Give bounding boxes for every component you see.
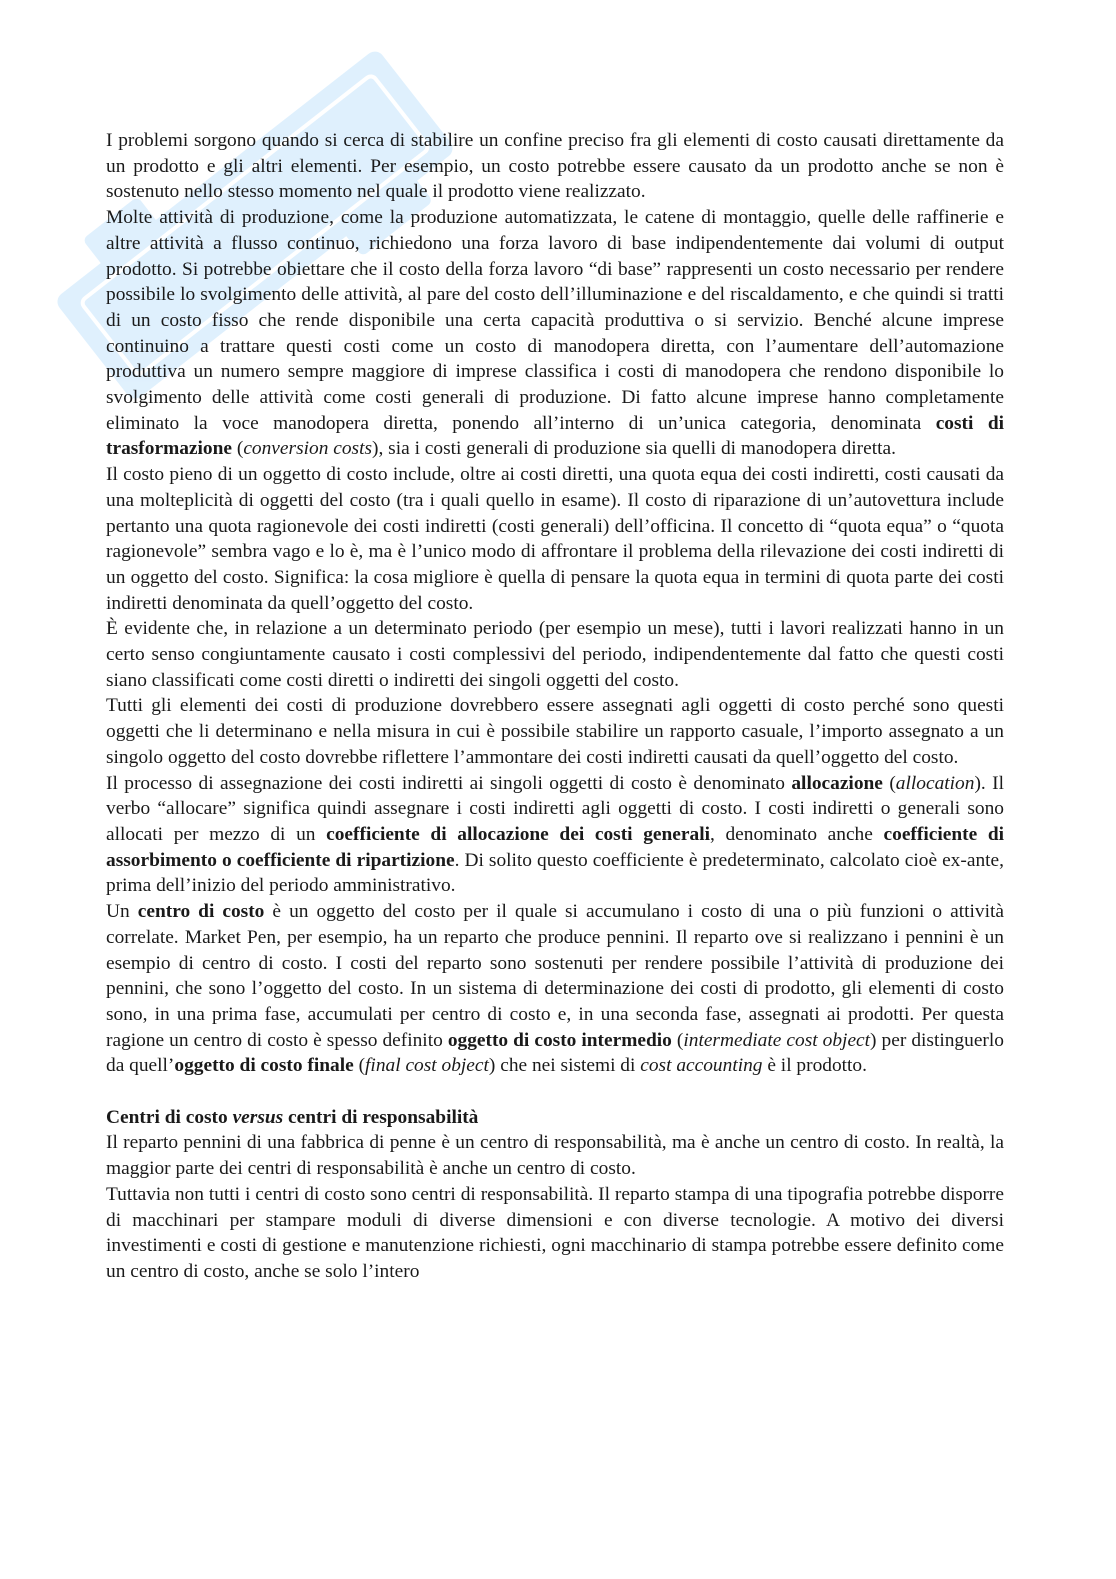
text-run: Il processo di assegnazione dei costi indiretti ai singoli oggetti di costo è denominato [106, 772, 792, 794]
italic-term: final cost object [365, 1055, 489, 1077]
text-run: ( [882, 772, 896, 794]
text-run: ( [353, 1055, 366, 1077]
text-run: è un oggetto del costo per il quale si accumulano i costo di una o più funzioni o attività correlate. Market Pen, per esempio, ha un reparto che produce pennini. Il reparto ove si realizzano i pennini è un esempio di centro di costo. I costi del reparto sono sostenuti per rendere possibile l’attività di produzione dei pennini, che sono l’oggetto del costo. In un sistema di determinazione dei costi di prodotto, gli elementi di costo sono, in una prima fase, accumulati per centro di costo e, in una seconda fase, assegnati ai prodotti. Per questa ragione un centro di costo è spesso definito [106, 901, 1004, 1051]
text-run: Centri di costo [106, 1106, 233, 1128]
text-run: Il reparto pennini di una fabbrica di penne è un centro di responsabilità, ma è anche un centro di costo. In realtà, la maggior parte dei centri di responsabilità è anche un centro di costo. [106, 1132, 1004, 1180]
text-run: Il costo pieno di un oggetto di costo include, oltre ai costi diretti, una quota equa dei costi indiretti, costi causati da una molteplicità di oggetti del costo (tra i quali quello in esame). Il costo di riparazione di un’autovettura include pertanto una quota ragionevole dei costi indiretti (costi generali) dell’officina. Il concetto di “quota equa” o “quota ragionevole” sembra vago e lo è, ma è l’unico modo di affrontare il problema della rilevazione dei costi indiretti di un oggetto del costo. Significa: la cosa migliore è quella di pensare la quota equa in termini di quota parte dei costi indiretti denominata da quell’oggetto del costo. [106, 464, 1004, 614]
bold-term: coefficiente di allocazione dei costi generali [326, 823, 710, 845]
text-run: , denominato anche [709, 823, 884, 845]
text-run: centri di responsabilità [283, 1106, 479, 1128]
bold-term: costi di trasformazione [106, 412, 1005, 460]
paragraph [106, 616, 1004, 693]
text-run: Tutti gli elementi dei costi di produzione dovrebbero essere assegnati agli oggetti di costo perché sono questi oggetti che li determinano e nella misura in cui è possibile stabilire un rapporto casuale, l’importo assegnato a un singolo oggetto del costo dovrebbe riflettere l’ammontare dei costi indiretti causati da quell’oggetto del costo. [106, 695, 1004, 768]
italic-term: versus [232, 1106, 284, 1128]
text-run: ) che nei sistemi di [488, 1055, 641, 1077]
text-run: ). Il verbo “allocare” significa quindi assegnare i costi indiretti agli oggetti di costo. I costi indiretti o generali sono allocati per mezzo di un [106, 772, 1004, 845]
bold-term: centro di costo [137, 901, 265, 923]
bold-term: oggetto di costo intermedio [447, 1029, 672, 1051]
text-run: Molte attività di produzione, come la produzione automatizzata, le catene di montaggio, quelle delle raffinerie e altre attività a flusso continuo, richiedono una forza lavoro di base indipendentemente dai volumi di output prodotto. Si potrebbe obiettare che il costo della forza lavoro “di base” rappresenti un costo necessario per rendere possibile lo svolgimento delle attività, al pare del costo dell’illuminazione e del riscaldamento, e che quindi si tratti di un costo fisso che rende disponibile una certa capacità produttiva o si servizio. Benché alcune imprese continuino a trattare questi costi come un costo di manodopera diretta, con l’aumentare dell’automazione produttiva un numero sempre maggiore di imprese classifica i costi di manodopera che rendono disponibile lo svolgimento delle attività come costi generali di produzione. Di fatto alcune imprese hanno completamente eliminato la voce manodopera diretta, ponendo all’interno di un’unica categoria, denominata [106, 207, 1004, 434]
italic-term: intermediate cost object [683, 1029, 871, 1051]
text-run: ), sia i costi generali di produzione sia quelli di manodopera diretta. [372, 438, 896, 460]
paragraph [106, 1182, 1004, 1285]
text-run: è il prodotto. [762, 1055, 867, 1077]
text-run: I problemi sorgono quando si cerca di stabilire un confine preciso fra gli elementi di costo causati direttamente da un prodotto e gli altri elementi. Per esempio, un costo potrebbe essere causato da un prodotto anche se non è sostenuto nello stesso momento nel quale il prodotto viene realizzato. [106, 130, 1004, 203]
bold-term: coefficiente di assorbimento o coefficiente di ripartizione [106, 823, 1004, 871]
bold-term: oggetto di costo finale [174, 1055, 354, 1077]
paragraph [106, 899, 1004, 1079]
text-run: ( [671, 1029, 684, 1051]
paragraph [106, 128, 1004, 205]
italic-term: conversion costs [243, 438, 373, 460]
text-run: . Di solito questo coefficiente è predeterminato, calcolato cioè ex-ante, prima dell’inizio del periodo amministrativo. [106, 849, 1004, 897]
text-run: ) per distinguerlo da quell’ [106, 1029, 1004, 1077]
text-run: Tuttavia non tutti i centri di costo sono centri di responsabilità. Il reparto stampa di una tipografia potrebbe disporre di macchinari per stampare moduli di diverse dimensioni e con diverse tecnologie. A motivo dei diversi investimenti e costi di gestione e manutenzione richiesti, ogni macchinario di stampa potrebbe essere definito come un centro di costo, anche se solo l’intero [106, 1183, 1004, 1282]
document-body [106, 128, 1004, 1285]
bold-term: allocazione [791, 772, 883, 794]
paragraph [106, 693, 1004, 770]
italic-term: allocation [895, 772, 975, 794]
text-run: È evidente che, in relazione a un determinato periodo (per esempio un mese), tutti i lavori realizzati hanno in un certo senso congiuntamente causato i costi complessivi del periodo, indipendentemente dal fatto che questi costi siano classificati come costi diretti o indiretti dei singoli oggetti del costo. [106, 618, 1004, 691]
paragraph [106, 771, 1004, 900]
text-run: ( [232, 438, 244, 460]
paragraph [106, 1130, 1004, 1181]
section-heading [106, 1105, 1004, 1131]
italic-term: cost accounting [640, 1055, 763, 1077]
text-run: Un [106, 901, 138, 923]
paragraph [106, 462, 1004, 616]
paragraph [106, 205, 1004, 462]
